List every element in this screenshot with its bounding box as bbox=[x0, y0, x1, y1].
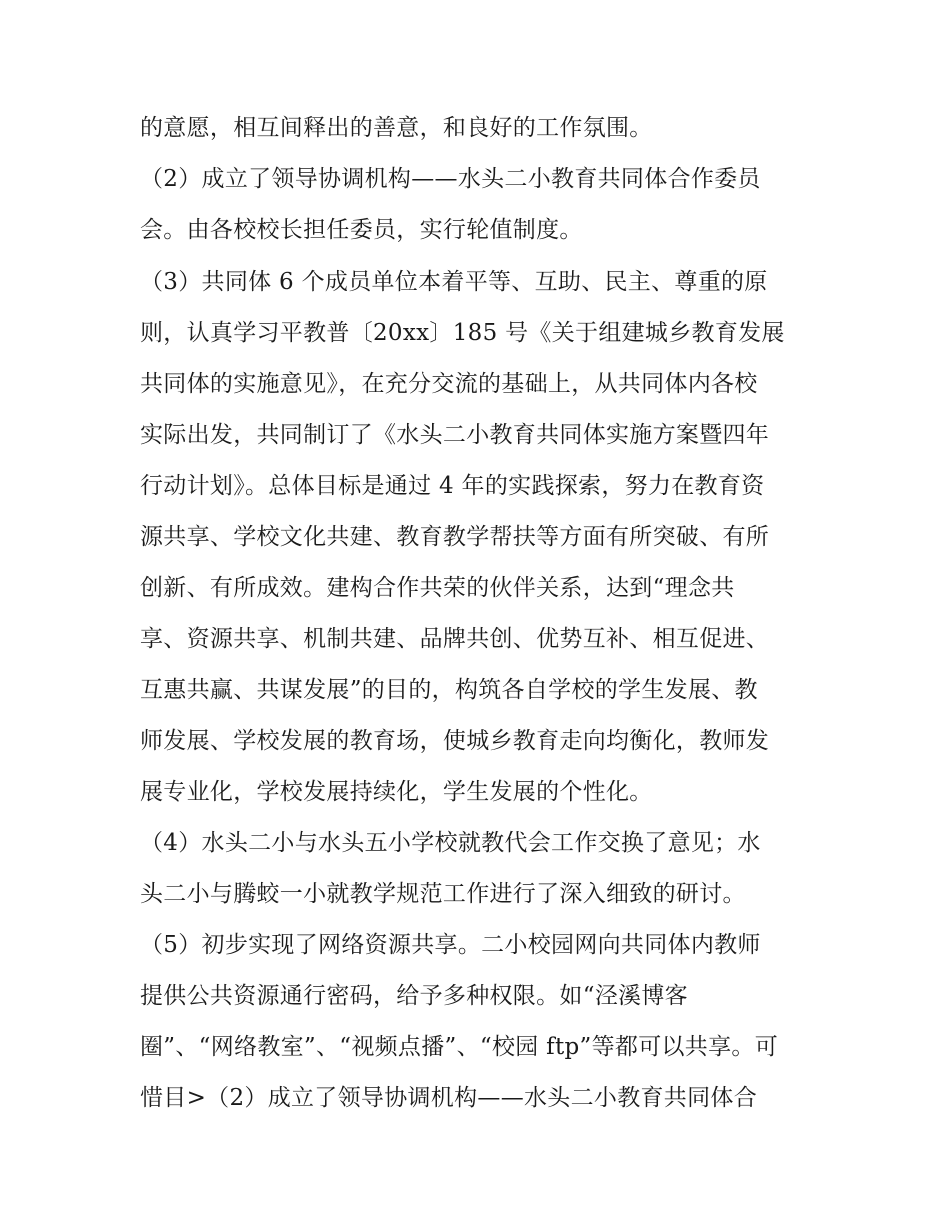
text-line-3: 会。由各校校长担任委员，实行轮值制度。 bbox=[140, 217, 583, 243]
text-line-19: 圈”、“网络教室”、“视频点播”、“校园 ftp”等都可以共享。可 bbox=[140, 1034, 778, 1060]
text-line-16: 头二小与腾蛟一小就教学规范工作进行了深入细致的研讨。 bbox=[140, 881, 746, 907]
text-line-8: 行动计划》。总体目标是通过 4 年的实践探索，努力在教育资 bbox=[140, 473, 765, 499]
text-line-14: 展专业化，学校发展持续化，学生发展的个性化。 bbox=[140, 779, 653, 805]
text-line-20: 惜目>（2）成立了领导协调机构——水头二小教育共同体合 bbox=[140, 1085, 758, 1111]
text-line-17: （5）初步实现了网络资源共享。二小校园网向共同体内教师 bbox=[140, 932, 761, 958]
text-line-7: 实际出发，共同制订了《水头二小教育共同体实施方案暨四年 bbox=[140, 422, 770, 448]
text-line-6: 共同体的实施意见》，在充分交流的基础上，从共同体内各校 bbox=[140, 371, 758, 397]
text-line-9: 源共享、学校文化共建、教育教学帮扶等方面有所突破、有所 bbox=[140, 524, 770, 550]
text-line-4: （3）共同体 6 个成员单位本着平等、互助、民主、尊重的原 bbox=[140, 269, 768, 295]
text-line-11: 享、资源共享、机制共建、品牌共创、优势互补、相互促进、 bbox=[140, 626, 770, 652]
text-line-1: 的意愿，相互间释出的善意，和良好的工作氛围。 bbox=[140, 115, 653, 141]
text-line-18: 提供公共资源通行密码，给予多种权限。如“泾溪博客 bbox=[140, 983, 688, 1009]
text-line-15: （4）水头二小与水头五小学校就教代会工作交换了意见；水 bbox=[140, 830, 761, 856]
text-line-13: 师发展、学校发展的教育场，使城乡教育走向均衡化，教师发 bbox=[140, 728, 770, 754]
text-line-5: 则，认真学习平教普〔20xx〕185 号《关于组建城乡教育发展 bbox=[140, 320, 785, 346]
text-line-2: （2）成立了领导协调机构——水头二小教育共同体合作委员 bbox=[140, 166, 761, 192]
text-line-12: 互惠共赢、共谋发展”的目的，构筑各自学校的学生发展、教 bbox=[140, 677, 758, 703]
text-line-10: 创新、有所成效。建构合作共荣的伙伴关系，达到“理念共 bbox=[140, 575, 735, 601]
